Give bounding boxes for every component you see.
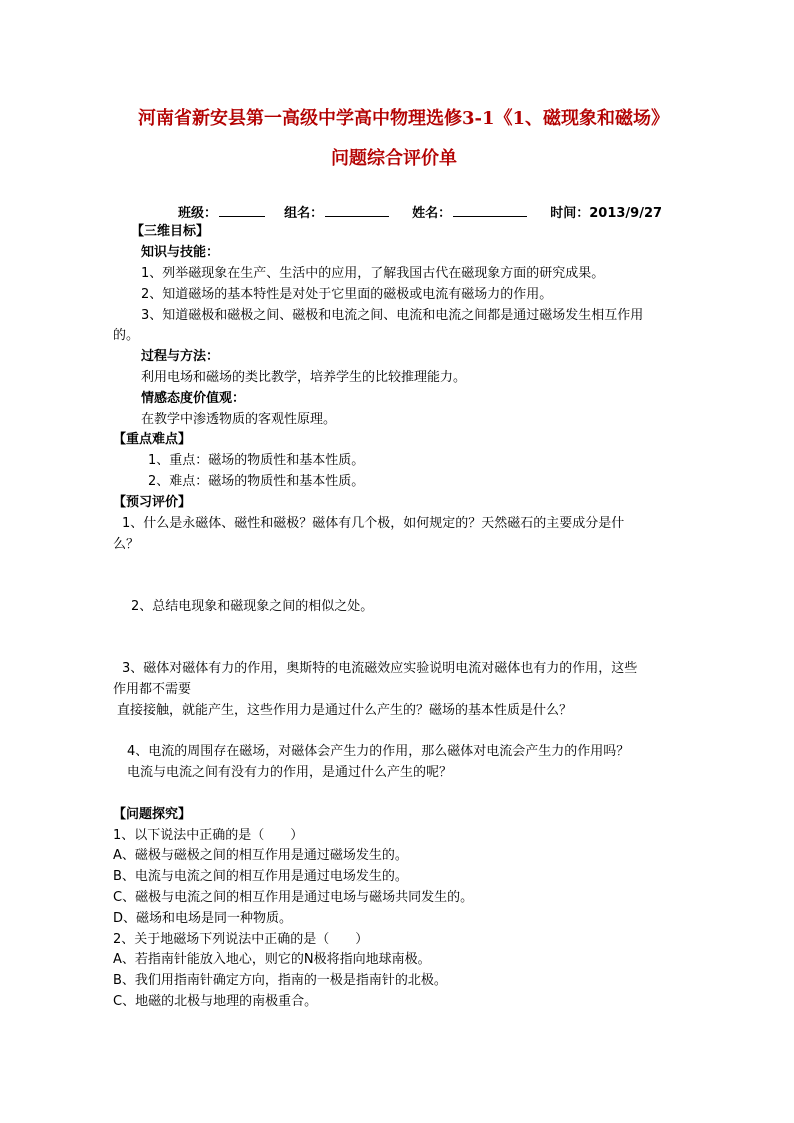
exploration-question-1: 1、以下说法中正确的是（ ） [113,828,304,843]
process-method-subheading: 过程与方法： [141,349,220,364]
goal-item-1: 1、列举磁现象在生产、生活中的应用，了解我国古代在磁现象方面的研究成果。 [141,266,605,281]
attitude-values-text: 在教学中渗透物质的客观性原理。 [141,412,337,427]
goal-item-3-line1: 3、知道磁极和磁极之间、磁极和电流之间、电流和电流之间都是通过磁场发生相互作用 [141,308,644,323]
group-label: 组名： [284,206,324,221]
info-row [178,202,662,224]
goal-item-3-line2: 的。 [113,328,140,343]
preview-question-2: 2、总结电现象和磁现象之间的相似之处。 [131,599,374,614]
key-point-item: 1、重点：磁场的物质性和基本性质。 [148,453,365,468]
exploration-q2-option-b: B、我们用指南针确定方向，指南的一极是指南针的北极。 [113,973,447,988]
group-blank [325,202,389,217]
problem-exploration-heading: 【问题探究】 [113,807,192,822]
exploration-q2-option-c: C、地磁的北极与地理的南极重合。 [113,994,318,1009]
exploration-question-2: 2、关于地磁场下列说法中正确的是（ ） [113,932,369,947]
preview-question-4-line2: 电流与电流之间有没有力的作用，是通过什么产生的呢？ [127,765,453,780]
process-method-text: 利用电场和磁场的类比教学，培养学生的比较推理能力。 [141,370,467,385]
exploration-q2-option-a: A、若指南针能放入地心，则它的N极将指向地球南极。 [113,952,431,967]
name-blank [453,202,527,217]
preview-question-1-line2: 么？ [113,537,140,552]
key-difficult-heading: 【重点难点】 [113,432,192,447]
preview-question-3-line2: 作用都不需要 [113,682,192,697]
difficult-point-item: 2、难点：磁场的物质性和基本性质。 [148,474,365,489]
preview-question-3-line3: 直接接触，就能产生，这些作用力是通过什么产生的？磁场的基本性质是什么？ [117,703,573,718]
time-text: 时间：2013/9/27 [550,206,663,221]
page-title-line1: 河南省新安县第一高级中学高中物理选修3-1《1、磁现象和磁场》 [138,108,670,129]
page-title-line2: 问题综合评价单 [331,148,457,169]
preview-question-1-line1: 1、什么是永磁体、磁性和磁极？磁体有几个极，如何规定的？天然磁石的主要成分是什 [122,516,625,531]
preview-evaluation-heading: 【预习评价】 [113,495,192,510]
knowledge-skills-subheading: 知识与技能： [141,245,220,260]
goal-item-2: 2、知道磁场的基本特性是对处于它里面的磁极或电流有磁场力的作用。 [141,287,553,302]
class-label: 班级： [178,206,218,221]
exploration-q1-option-d: D、磁场和电场是同一种物质。 [113,911,293,926]
preview-question-4-line1: 4、电流的周围存在磁场，对磁体会产生力的作用，那么磁体对电流会产生力的作用吗？ [127,744,630,759]
exploration-q1-option-c: C、磁极与电流之间的相互作用是通过电场与磁场共同发生的。 [113,890,474,905]
class-blank [219,202,265,217]
preview-question-3-line1: 3、磁体对磁体有力的作用，奥斯特的电流磁效应实验说明电流对磁体也有力的作用，这些 [122,661,638,676]
attitude-values-subheading: 情感态度价值观： [141,391,246,406]
exploration-q1-option-b: B、电流与电流之间的相互作用是通过电场发生的。 [113,869,408,884]
name-label: 姓名： [412,206,452,221]
section-three-goals-heading: 【三维目标】 [131,224,210,239]
exploration-q1-option-a: A、磁极与磁极之间的相互作用是通过磁场发生的。 [113,848,408,863]
